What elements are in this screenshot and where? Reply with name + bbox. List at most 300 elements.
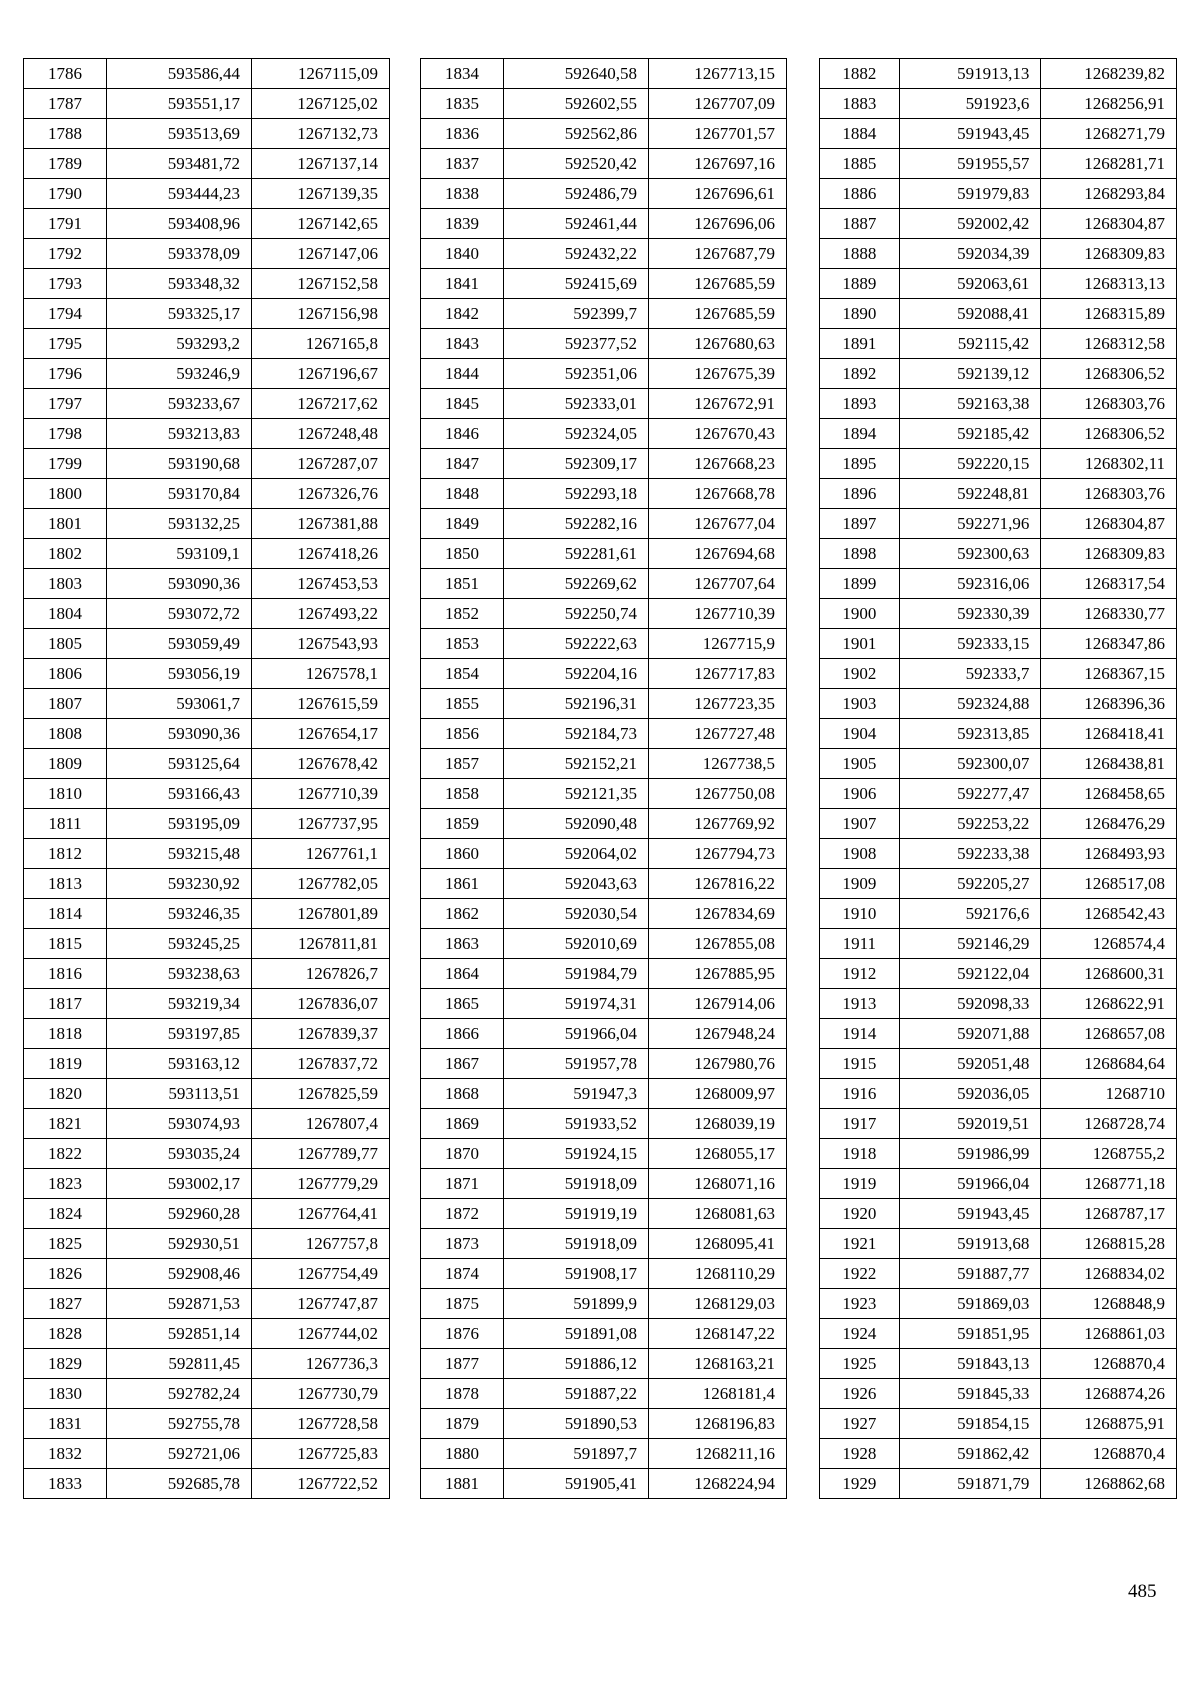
y-coordinate-cell: 1267825,59 bbox=[252, 1079, 390, 1109]
x-coordinate-cell: 593246,35 bbox=[107, 899, 252, 929]
table-row bbox=[820, 1139, 1177, 1169]
y-coordinate-cell: 1268309,83 bbox=[1041, 239, 1177, 269]
y-coordinate-cell: 1267722,52 bbox=[252, 1469, 390, 1499]
table-row bbox=[24, 389, 390, 419]
x-coordinate-cell: 591957,78 bbox=[504, 1049, 649, 1079]
table-row bbox=[421, 629, 787, 659]
table-row bbox=[820, 89, 1177, 119]
point-number-cell: 1886 bbox=[820, 179, 900, 209]
table-row bbox=[24, 1049, 390, 1079]
y-coordinate-cell: 1267738,5 bbox=[649, 749, 787, 779]
table-row bbox=[24, 419, 390, 449]
y-coordinate-cell: 1267811,81 bbox=[252, 929, 390, 959]
point-number-cell: 1827 bbox=[24, 1289, 107, 1319]
table-row bbox=[24, 59, 390, 89]
table-row bbox=[421, 899, 787, 929]
table-row bbox=[421, 179, 787, 209]
y-coordinate-cell: 1268293,84 bbox=[1041, 179, 1177, 209]
y-coordinate-cell: 1267816,22 bbox=[649, 869, 787, 899]
point-number-cell: 1876 bbox=[421, 1319, 504, 1349]
x-coordinate-cell: 592010,69 bbox=[504, 929, 649, 959]
x-coordinate-cell: 592520,42 bbox=[504, 149, 649, 179]
y-coordinate-cell: 1267761,1 bbox=[252, 839, 390, 869]
point-number-cell: 1917 bbox=[820, 1109, 900, 1139]
point-number-cell: 1884 bbox=[820, 119, 900, 149]
x-coordinate-cell: 592960,28 bbox=[107, 1199, 252, 1229]
y-coordinate-cell: 1267137,14 bbox=[252, 149, 390, 179]
x-coordinate-cell: 592248,81 bbox=[899, 479, 1041, 509]
point-number-cell: 1828 bbox=[24, 1319, 107, 1349]
x-coordinate-cell: 591943,45 bbox=[899, 119, 1041, 149]
y-coordinate-cell: 1267710,39 bbox=[649, 599, 787, 629]
y-coordinate-cell: 1267132,73 bbox=[252, 119, 390, 149]
point-number-cell: 1881 bbox=[421, 1469, 504, 1499]
x-coordinate-cell: 593197,85 bbox=[107, 1019, 252, 1049]
table-row bbox=[421, 719, 787, 749]
y-coordinate-cell: 1267125,02 bbox=[252, 89, 390, 119]
y-coordinate-cell: 1267717,83 bbox=[649, 659, 787, 689]
x-coordinate-cell: 593072,72 bbox=[107, 599, 252, 629]
table-row bbox=[820, 1319, 1177, 1349]
coordinate-table-1 bbox=[23, 58, 390, 1499]
y-coordinate-cell: 1267855,08 bbox=[649, 929, 787, 959]
x-coordinate-cell: 592152,21 bbox=[504, 749, 649, 779]
table-row bbox=[820, 689, 1177, 719]
point-number-cell: 1915 bbox=[820, 1049, 900, 1079]
table-row bbox=[24, 1349, 390, 1379]
table-row bbox=[24, 479, 390, 509]
y-coordinate-cell: 1267326,76 bbox=[252, 479, 390, 509]
table-row bbox=[421, 749, 787, 779]
point-number-cell: 1823 bbox=[24, 1169, 107, 1199]
y-coordinate-cell: 1267725,83 bbox=[252, 1439, 390, 1469]
point-number-cell: 1833 bbox=[24, 1469, 107, 1499]
table-row bbox=[24, 1109, 390, 1139]
point-number-cell: 1906 bbox=[820, 779, 900, 809]
table-row bbox=[421, 509, 787, 539]
point-number-cell: 1867 bbox=[421, 1049, 504, 1079]
table-row bbox=[820, 569, 1177, 599]
point-number-cell: 1786 bbox=[24, 59, 107, 89]
x-coordinate-cell: 592220,15 bbox=[899, 449, 1041, 479]
table-row bbox=[820, 59, 1177, 89]
table-row bbox=[421, 539, 787, 569]
x-coordinate-cell: 591966,04 bbox=[899, 1169, 1041, 1199]
table-row bbox=[24, 149, 390, 179]
point-number-cell: 1887 bbox=[820, 209, 900, 239]
x-coordinate-cell: 592930,51 bbox=[107, 1229, 252, 1259]
x-coordinate-cell: 592146,29 bbox=[899, 929, 1041, 959]
point-number-cell: 1837 bbox=[421, 149, 504, 179]
y-coordinate-cell: 1268239,82 bbox=[1041, 59, 1177, 89]
x-coordinate-cell: 591913,13 bbox=[899, 59, 1041, 89]
table-row bbox=[421, 1109, 787, 1139]
table-row bbox=[421, 449, 787, 479]
y-coordinate-cell: 1267713,15 bbox=[649, 59, 787, 89]
point-number-cell: 1868 bbox=[421, 1079, 504, 1109]
y-coordinate-cell: 1268458,65 bbox=[1041, 779, 1177, 809]
point-number-cell: 1829 bbox=[24, 1349, 107, 1379]
table-row bbox=[421, 1349, 787, 1379]
page-number: 485 bbox=[1128, 1581, 1157, 1602]
point-number-cell: 1871 bbox=[421, 1169, 504, 1199]
table-row bbox=[24, 1199, 390, 1229]
x-coordinate-cell: 593195,09 bbox=[107, 809, 252, 839]
y-coordinate-cell: 1268870,4 bbox=[1041, 1439, 1177, 1469]
point-number-cell: 1891 bbox=[820, 329, 900, 359]
table-row bbox=[24, 1079, 390, 1109]
table-row bbox=[24, 689, 390, 719]
x-coordinate-cell: 593586,44 bbox=[107, 59, 252, 89]
point-number-cell: 1795 bbox=[24, 329, 107, 359]
table-row bbox=[820, 479, 1177, 509]
y-coordinate-cell: 1267837,72 bbox=[252, 1049, 390, 1079]
y-coordinate-cell: 1267115,09 bbox=[252, 59, 390, 89]
table-row bbox=[24, 1379, 390, 1409]
y-coordinate-cell: 1267672,91 bbox=[649, 389, 787, 419]
point-number-cell: 1845 bbox=[421, 389, 504, 419]
point-number-cell: 1816 bbox=[24, 959, 107, 989]
table-row bbox=[421, 59, 787, 89]
point-number-cell: 1910 bbox=[820, 899, 900, 929]
y-coordinate-cell: 1268196,83 bbox=[649, 1409, 787, 1439]
point-number-cell: 1796 bbox=[24, 359, 107, 389]
x-coordinate-cell: 592300,63 bbox=[899, 539, 1041, 569]
y-coordinate-cell: 1268347,86 bbox=[1041, 629, 1177, 659]
y-coordinate-cell: 1268309,83 bbox=[1041, 539, 1177, 569]
y-coordinate-cell: 1267764,41 bbox=[252, 1199, 390, 1229]
x-coordinate-cell: 592281,61 bbox=[504, 539, 649, 569]
table-row bbox=[421, 659, 787, 689]
y-coordinate-cell: 1267723,35 bbox=[649, 689, 787, 719]
point-number-cell: 1834 bbox=[421, 59, 504, 89]
x-coordinate-cell: 593074,93 bbox=[107, 1109, 252, 1139]
table-row bbox=[820, 809, 1177, 839]
x-coordinate-cell: 593481,72 bbox=[107, 149, 252, 179]
x-coordinate-cell: 592908,46 bbox=[107, 1259, 252, 1289]
point-number-cell: 1856 bbox=[421, 719, 504, 749]
point-number-cell: 1903 bbox=[820, 689, 900, 719]
x-coordinate-cell: 591933,52 bbox=[504, 1109, 649, 1139]
y-coordinate-cell: 1268600,31 bbox=[1041, 959, 1177, 989]
x-coordinate-cell: 593408,96 bbox=[107, 209, 252, 239]
point-number-cell: 1839 bbox=[421, 209, 504, 239]
point-number-cell: 1911 bbox=[820, 929, 900, 959]
table-row bbox=[820, 299, 1177, 329]
y-coordinate-cell: 1267747,87 bbox=[252, 1289, 390, 1319]
table-row bbox=[421, 839, 787, 869]
y-coordinate-cell: 1268848,9 bbox=[1041, 1289, 1177, 1319]
table-row bbox=[24, 1259, 390, 1289]
x-coordinate-cell: 591908,17 bbox=[504, 1259, 649, 1289]
table-row bbox=[820, 869, 1177, 899]
table-row bbox=[24, 719, 390, 749]
point-number-cell: 1824 bbox=[24, 1199, 107, 1229]
y-coordinate-cell: 1268874,26 bbox=[1041, 1379, 1177, 1409]
y-coordinate-cell: 1267217,62 bbox=[252, 389, 390, 419]
table-row bbox=[24, 1169, 390, 1199]
y-coordinate-cell: 1267834,69 bbox=[649, 899, 787, 929]
table-row bbox=[820, 449, 1177, 479]
table-row bbox=[820, 359, 1177, 389]
y-coordinate-cell: 1268657,08 bbox=[1041, 1019, 1177, 1049]
y-coordinate-cell: 1268129,03 bbox=[649, 1289, 787, 1319]
table-row bbox=[820, 719, 1177, 749]
table-row bbox=[820, 149, 1177, 179]
point-number-cell: 1805 bbox=[24, 629, 107, 659]
y-coordinate-cell: 1267678,42 bbox=[252, 749, 390, 779]
y-coordinate-cell: 1268861,03 bbox=[1041, 1319, 1177, 1349]
point-number-cell: 1861 bbox=[421, 869, 504, 899]
x-coordinate-cell: 593325,17 bbox=[107, 299, 252, 329]
y-coordinate-cell: 1268315,89 bbox=[1041, 299, 1177, 329]
table-row bbox=[421, 689, 787, 719]
table-row bbox=[24, 359, 390, 389]
table-row bbox=[24, 809, 390, 839]
x-coordinate-cell: 591891,08 bbox=[504, 1319, 649, 1349]
table-row bbox=[820, 599, 1177, 629]
x-coordinate-cell: 592121,35 bbox=[504, 779, 649, 809]
y-coordinate-cell: 1268303,76 bbox=[1041, 389, 1177, 419]
x-coordinate-cell: 592043,63 bbox=[504, 869, 649, 899]
table-row bbox=[820, 389, 1177, 419]
table-row bbox=[820, 899, 1177, 929]
table-row bbox=[24, 1469, 390, 1499]
x-coordinate-cell: 592811,45 bbox=[107, 1349, 252, 1379]
y-coordinate-cell: 1267139,35 bbox=[252, 179, 390, 209]
point-number-cell: 1857 bbox=[421, 749, 504, 779]
point-number-cell: 1872 bbox=[421, 1199, 504, 1229]
y-coordinate-cell: 1267757,8 bbox=[252, 1229, 390, 1259]
x-coordinate-cell: 592399,7 bbox=[504, 299, 649, 329]
point-number-cell: 1900 bbox=[820, 599, 900, 629]
table-row bbox=[421, 1049, 787, 1079]
x-coordinate-cell: 593238,63 bbox=[107, 959, 252, 989]
table-row bbox=[820, 989, 1177, 1019]
x-coordinate-cell: 593132,25 bbox=[107, 509, 252, 539]
table-row bbox=[24, 239, 390, 269]
x-coordinate-cell: 592871,53 bbox=[107, 1289, 252, 1319]
y-coordinate-cell: 1267668,78 bbox=[649, 479, 787, 509]
table-row bbox=[421, 299, 787, 329]
table-row bbox=[421, 779, 787, 809]
x-coordinate-cell: 591854,15 bbox=[899, 1409, 1041, 1439]
x-coordinate-cell: 592019,51 bbox=[899, 1109, 1041, 1139]
y-coordinate-cell: 1267418,26 bbox=[252, 539, 390, 569]
table-row bbox=[421, 239, 787, 269]
y-coordinate-cell: 1268330,77 bbox=[1041, 599, 1177, 629]
point-number-cell: 1899 bbox=[820, 569, 900, 599]
x-coordinate-cell: 592782,24 bbox=[107, 1379, 252, 1409]
x-coordinate-cell: 593125,64 bbox=[107, 749, 252, 779]
point-number-cell: 1847 bbox=[421, 449, 504, 479]
point-number-cell: 1929 bbox=[820, 1469, 900, 1499]
y-coordinate-cell: 1268418,41 bbox=[1041, 719, 1177, 749]
point-number-cell: 1848 bbox=[421, 479, 504, 509]
point-number-cell: 1821 bbox=[24, 1109, 107, 1139]
table-row bbox=[820, 749, 1177, 779]
point-number-cell: 1904 bbox=[820, 719, 900, 749]
x-coordinate-cell: 592163,38 bbox=[899, 389, 1041, 419]
y-coordinate-cell: 1268081,63 bbox=[649, 1199, 787, 1229]
x-coordinate-cell: 592755,78 bbox=[107, 1409, 252, 1439]
table-row bbox=[24, 989, 390, 1019]
x-coordinate-cell: 591887,22 bbox=[504, 1379, 649, 1409]
point-number-cell: 1914 bbox=[820, 1019, 900, 1049]
point-number-cell: 1862 bbox=[421, 899, 504, 929]
point-number-cell: 1791 bbox=[24, 209, 107, 239]
table-row bbox=[421, 1079, 787, 1109]
table-row bbox=[421, 1169, 787, 1199]
x-coordinate-cell: 591947,3 bbox=[504, 1079, 649, 1109]
table-row bbox=[820, 509, 1177, 539]
x-coordinate-cell: 592313,85 bbox=[899, 719, 1041, 749]
point-number-cell: 1838 bbox=[421, 179, 504, 209]
table-row bbox=[421, 1139, 787, 1169]
x-coordinate-cell: 592351,06 bbox=[504, 359, 649, 389]
point-number-cell: 1809 bbox=[24, 749, 107, 779]
point-number-cell: 1831 bbox=[24, 1409, 107, 1439]
table-row bbox=[24, 1439, 390, 1469]
y-coordinate-cell: 1268476,29 bbox=[1041, 809, 1177, 839]
y-coordinate-cell: 1268055,17 bbox=[649, 1139, 787, 1169]
table-row bbox=[24, 209, 390, 239]
x-coordinate-cell: 592090,48 bbox=[504, 809, 649, 839]
point-number-cell: 1913 bbox=[820, 989, 900, 1019]
x-coordinate-cell: 591924,15 bbox=[504, 1139, 649, 1169]
point-number-cell: 1814 bbox=[24, 899, 107, 929]
table-row bbox=[421, 1019, 787, 1049]
x-coordinate-cell: 592176,6 bbox=[899, 899, 1041, 929]
point-number-cell: 1808 bbox=[24, 719, 107, 749]
point-number-cell: 1798 bbox=[24, 419, 107, 449]
y-coordinate-cell: 1267801,89 bbox=[252, 899, 390, 929]
point-number-cell: 1800 bbox=[24, 479, 107, 509]
x-coordinate-cell: 593348,32 bbox=[107, 269, 252, 299]
y-coordinate-cell: 1268039,19 bbox=[649, 1109, 787, 1139]
y-coordinate-cell: 1267165,8 bbox=[252, 329, 390, 359]
x-coordinate-cell: 592071,88 bbox=[899, 1019, 1041, 1049]
table-row bbox=[421, 329, 787, 359]
y-coordinate-cell: 1268396,36 bbox=[1041, 689, 1177, 719]
table-row bbox=[24, 1019, 390, 1049]
table-row bbox=[24, 539, 390, 569]
x-coordinate-cell: 592721,06 bbox=[107, 1439, 252, 1469]
y-coordinate-cell: 1268875,91 bbox=[1041, 1409, 1177, 1439]
table-row bbox=[24, 509, 390, 539]
point-number-cell: 1855 bbox=[421, 689, 504, 719]
x-coordinate-cell: 591943,45 bbox=[899, 1199, 1041, 1229]
x-coordinate-cell: 592316,06 bbox=[899, 569, 1041, 599]
y-coordinate-cell: 1268304,87 bbox=[1041, 509, 1177, 539]
point-number-cell: 1851 bbox=[421, 569, 504, 599]
table-row bbox=[421, 929, 787, 959]
point-number-cell: 1875 bbox=[421, 1289, 504, 1319]
point-number-cell: 1803 bbox=[24, 569, 107, 599]
y-coordinate-cell: 1267453,53 bbox=[252, 569, 390, 599]
point-number-cell: 1787 bbox=[24, 89, 107, 119]
y-coordinate-cell: 1268317,54 bbox=[1041, 569, 1177, 599]
x-coordinate-cell: 593233,67 bbox=[107, 389, 252, 419]
table-row bbox=[24, 449, 390, 479]
table-row bbox=[421, 269, 787, 299]
table-row bbox=[24, 269, 390, 299]
point-number-cell: 1842 bbox=[421, 299, 504, 329]
table-row bbox=[820, 779, 1177, 809]
x-coordinate-cell: 591897,7 bbox=[504, 1439, 649, 1469]
table-row bbox=[820, 269, 1177, 299]
x-coordinate-cell: 593513,69 bbox=[107, 119, 252, 149]
x-coordinate-cell: 592205,27 bbox=[899, 869, 1041, 899]
x-coordinate-cell: 593166,43 bbox=[107, 779, 252, 809]
y-coordinate-cell: 1268211,16 bbox=[649, 1439, 787, 1469]
x-coordinate-cell: 591913,68 bbox=[899, 1229, 1041, 1259]
x-coordinate-cell: 592300,07 bbox=[899, 749, 1041, 779]
point-number-cell: 1908 bbox=[820, 839, 900, 869]
y-coordinate-cell: 1268163,21 bbox=[649, 1349, 787, 1379]
x-coordinate-cell: 593056,19 bbox=[107, 659, 252, 689]
x-coordinate-cell: 592432,22 bbox=[504, 239, 649, 269]
point-number-cell: 1799 bbox=[24, 449, 107, 479]
table-row bbox=[421, 209, 787, 239]
x-coordinate-cell: 592051,48 bbox=[899, 1049, 1041, 1079]
x-coordinate-cell: 591974,31 bbox=[504, 989, 649, 1019]
point-number-cell: 1818 bbox=[24, 1019, 107, 1049]
x-coordinate-cell: 592233,38 bbox=[899, 839, 1041, 869]
point-number-cell: 1843 bbox=[421, 329, 504, 359]
point-number-cell: 1826 bbox=[24, 1259, 107, 1289]
y-coordinate-cell: 1267670,43 bbox=[649, 419, 787, 449]
x-coordinate-cell: 593113,51 bbox=[107, 1079, 252, 1109]
coordinate-table-3 bbox=[819, 58, 1177, 1499]
table-row bbox=[421, 1289, 787, 1319]
point-number-cell: 1928 bbox=[820, 1439, 900, 1469]
x-coordinate-cell: 592196,31 bbox=[504, 689, 649, 719]
x-coordinate-cell: 591923,6 bbox=[899, 89, 1041, 119]
y-coordinate-cell: 1267156,98 bbox=[252, 299, 390, 329]
y-coordinate-cell: 1267789,77 bbox=[252, 1139, 390, 1169]
y-coordinate-cell: 1267728,58 bbox=[252, 1409, 390, 1439]
x-coordinate-cell: 591919,19 bbox=[504, 1199, 649, 1229]
y-coordinate-cell: 1268367,15 bbox=[1041, 659, 1177, 689]
y-coordinate-cell: 1267807,4 bbox=[252, 1109, 390, 1139]
point-number-cell: 1850 bbox=[421, 539, 504, 569]
y-coordinate-cell: 1268224,94 bbox=[649, 1469, 787, 1499]
y-coordinate-cell: 1267696,06 bbox=[649, 209, 787, 239]
x-coordinate-cell: 592602,55 bbox=[504, 89, 649, 119]
table-row bbox=[421, 959, 787, 989]
table-row bbox=[421, 1469, 787, 1499]
table-row bbox=[421, 1439, 787, 1469]
y-coordinate-cell: 1268303,76 bbox=[1041, 479, 1177, 509]
point-number-cell: 1820 bbox=[24, 1079, 107, 1109]
x-coordinate-cell: 592034,39 bbox=[899, 239, 1041, 269]
table-row bbox=[421, 599, 787, 629]
point-number-cell: 1801 bbox=[24, 509, 107, 539]
x-coordinate-cell: 593090,36 bbox=[107, 719, 252, 749]
x-coordinate-cell: 593002,17 bbox=[107, 1169, 252, 1199]
table-row bbox=[24, 839, 390, 869]
table-row bbox=[421, 1319, 787, 1349]
y-coordinate-cell: 1268306,52 bbox=[1041, 419, 1177, 449]
table-row bbox=[820, 1289, 1177, 1319]
point-number-cell: 1885 bbox=[820, 149, 900, 179]
table-row bbox=[820, 1109, 1177, 1139]
x-coordinate-cell: 592640,58 bbox=[504, 59, 649, 89]
point-number-cell: 1793 bbox=[24, 269, 107, 299]
y-coordinate-cell: 1268110,29 bbox=[649, 1259, 787, 1289]
table-row bbox=[24, 329, 390, 359]
